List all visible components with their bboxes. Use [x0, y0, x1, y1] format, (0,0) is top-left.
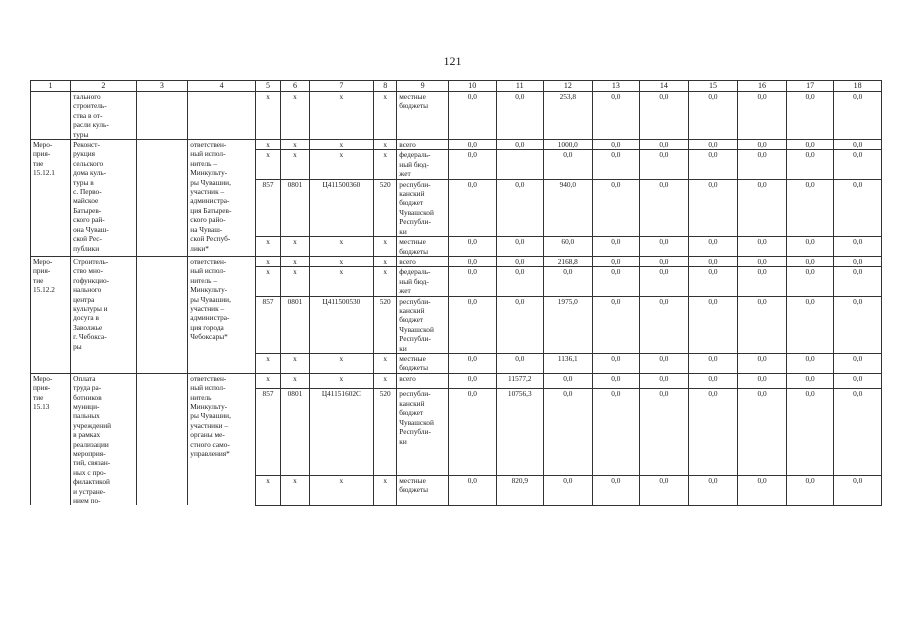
column-3-cell	[136, 373, 188, 505]
funding-value: 0,0	[640, 237, 689, 257]
funding-value	[496, 150, 544, 179]
funding-value: 0,0	[738, 179, 787, 236]
funding-value: 0,0	[544, 373, 593, 389]
funding-value: 0,0	[786, 296, 834, 353]
funding-value: 0,0	[738, 476, 787, 506]
funding-value: 0,0	[640, 296, 689, 353]
funding-value: 0,0	[640, 353, 689, 373]
funding-value: 0,0	[738, 267, 787, 296]
funding-value: 0,0	[592, 256, 640, 266]
target-article-code: Ц411500360	[309, 179, 373, 236]
section-code: x	[281, 237, 310, 257]
funding-value: 0,0	[738, 373, 787, 389]
funding-value: 0,0	[738, 389, 787, 476]
table-row	[31, 256, 882, 266]
measure-executors	[188, 92, 256, 140]
funding-value: 0,0	[786, 179, 834, 236]
header-cell: 3	[136, 81, 188, 92]
funding-value: 0,0	[834, 179, 882, 236]
grbs-code: 857	[255, 179, 280, 236]
target-article-code: x	[309, 140, 373, 150]
grbs-code: x	[255, 256, 280, 266]
funding-value: 0,0	[640, 389, 689, 476]
measure-name: Реконст- рукция сельского дома куль- туры в с. Перво- майское Батырев- ского рай- она Чуваш- ской Рес- публики	[71, 140, 136, 257]
section-code: x	[281, 150, 310, 179]
target-article-code: x	[309, 92, 373, 140]
funding-value: 0,0	[496, 267, 544, 296]
funding-value: 0,0	[640, 140, 689, 150]
funding-value: 0,0	[738, 140, 787, 150]
funding-value: 0,0	[688, 476, 738, 506]
funding-value: 0,0	[786, 140, 834, 150]
funding-value: 0,0	[688, 150, 738, 179]
funding-value: 0,0	[449, 237, 497, 257]
header-cell: 8	[374, 81, 397, 92]
header-cell: 16	[738, 81, 787, 92]
funding-value: 10756,3	[496, 389, 544, 476]
expense-type-code: 520	[374, 296, 397, 353]
measure-name: Оплата труда ра- ботников муници- пальных учреждений в рамках реализации мероприя- тий, связан- ных с про- филактикой и устране- нием по-	[71, 373, 136, 505]
funding-value: 0,0	[592, 140, 640, 150]
funding-value: 0,0	[834, 476, 882, 506]
funding-value: 0,0	[786, 256, 834, 266]
target-article-code: x	[309, 353, 373, 373]
funding-value: 0,0	[786, 267, 834, 296]
funding-value: 0,0	[592, 237, 640, 257]
funding-value: 0,0	[592, 296, 640, 353]
funding-value: 0,0	[496, 179, 544, 236]
funding-value: 0,0	[640, 267, 689, 296]
funding-value: 0,0	[592, 150, 640, 179]
funding-value: 0,0	[592, 373, 640, 389]
funding-source: всего	[397, 140, 449, 150]
budget-table	[30, 80, 882, 506]
funding-source: местные бюджеты	[397, 476, 449, 506]
funding-value: 0,0	[738, 150, 787, 179]
funding-value: 0,0	[640, 150, 689, 179]
funding-value: 0,0	[688, 237, 738, 257]
target-article-code: x	[309, 373, 373, 389]
funding-value: 0,0	[449, 476, 497, 506]
target-article-code: x	[309, 256, 373, 266]
measure-id	[31, 92, 71, 140]
funding-value: 0,0	[786, 353, 834, 373]
funding-value: 0,0	[449, 256, 497, 266]
grbs-code: x	[255, 92, 280, 140]
measure-name: Строитель- ство мно- гофункцио- нального центра культуры и досуга в Заволжье г. Чебокса- ры	[71, 256, 136, 373]
funding-value: 0,0	[738, 296, 787, 353]
expense-type-code: x	[374, 140, 397, 150]
header-cell: 10	[449, 81, 497, 92]
measure-name: тального строитель- ства в от- расли куль- туры	[71, 92, 136, 140]
funding-value: 1000,0	[544, 140, 593, 150]
section-code: x	[281, 256, 310, 266]
grbs-code: x	[255, 373, 280, 389]
funding-value: 0,0	[688, 179, 738, 236]
funding-value: 0,0	[544, 267, 593, 296]
funding-value: 0,0	[834, 267, 882, 296]
grbs-code: x	[255, 150, 280, 179]
target-article-code: x	[309, 476, 373, 506]
table-row	[31, 373, 882, 389]
section-code: 0801	[281, 296, 310, 353]
grbs-code: x	[255, 476, 280, 506]
funding-value: 0,0	[688, 373, 738, 389]
measure-executors: ответствен- ный испол- нитель – Минкульту- ры Чувашии, участник – администра- ция Батырев- ского райо- на Чуваш- ской Респуб- лики*	[188, 140, 256, 257]
section-code: x	[281, 140, 310, 150]
funding-value: 0,0	[496, 92, 544, 140]
funding-source: всего	[397, 256, 449, 266]
measure-id: Меро- прия- тие 15.12.2	[31, 256, 71, 373]
funding-value: 0,0	[640, 256, 689, 266]
table-body	[31, 92, 882, 506]
funding-value: 0,0	[834, 237, 882, 257]
column-3-cell	[136, 92, 188, 140]
funding-value: 0,0	[786, 476, 834, 506]
column-3-cell	[136, 140, 188, 257]
section-code: 0801	[281, 179, 310, 236]
funding-value: 1975,0	[544, 296, 593, 353]
funding-value: 0,0	[738, 353, 787, 373]
funding-source: местные бюджеты	[397, 92, 449, 140]
funding-source: республи- канский бюджет Чувашской Республи- ки	[397, 179, 449, 236]
funding-value: 0,0	[592, 267, 640, 296]
funding-value: 0,0	[544, 389, 593, 476]
funding-value: 0,0	[592, 476, 640, 506]
header-cell: 12	[544, 81, 593, 92]
funding-source: федераль- ный бюд- жет	[397, 150, 449, 179]
table-header-row	[31, 81, 882, 92]
funding-value: 0,0	[496, 140, 544, 150]
funding-value: 0,0	[544, 150, 593, 179]
section-code: x	[281, 476, 310, 506]
expense-type-code: x	[374, 237, 397, 257]
expense-type-code: x	[374, 353, 397, 373]
expense-type-code: x	[374, 267, 397, 296]
column-3-cell	[136, 256, 188, 373]
header-cell: 13	[592, 81, 640, 92]
expense-type-code: 520	[374, 389, 397, 476]
funding-value: 0,0	[738, 256, 787, 266]
funding-value: 0,0	[640, 373, 689, 389]
section-code: x	[281, 373, 310, 389]
funding-value: 0,0	[688, 267, 738, 296]
funding-value: 0,0	[834, 140, 882, 150]
funding-value: 0,0	[688, 256, 738, 266]
funding-value: 0,0	[640, 92, 689, 140]
funding-value: 0,0	[688, 389, 738, 476]
funding-source: всего	[397, 373, 449, 389]
funding-value: 0,0	[640, 476, 689, 506]
funding-value: 0,0	[592, 179, 640, 236]
funding-value: 0,0	[496, 296, 544, 353]
funding-value: 0,0	[688, 353, 738, 373]
target-article-code: Ц41151602С	[309, 389, 373, 476]
target-article-code: x	[309, 237, 373, 257]
header-cell: 15	[688, 81, 738, 92]
header-cell: 11	[496, 81, 544, 92]
expense-type-code: 520	[374, 179, 397, 236]
funding-value: 0,0	[449, 389, 497, 476]
funding-value: 0,0	[544, 476, 593, 506]
grbs-code: x	[255, 353, 280, 373]
header-cell: 2	[71, 81, 136, 92]
funding-value: 0,0	[786, 373, 834, 389]
expense-type-code: x	[374, 373, 397, 389]
header-cell: 4	[188, 81, 256, 92]
funding-value: 0,0	[834, 150, 882, 179]
funding-value: 0,0	[640, 179, 689, 236]
funding-value: 253,8	[544, 92, 593, 140]
funding-value: 940,0	[544, 179, 593, 236]
measure-executors: ответствен- ный испол- нитель – Минкульту- ры Чувашии, участник – администра- ция города Чебоксары*	[188, 256, 256, 373]
funding-value: 0,0	[834, 256, 882, 266]
grbs-code: x	[255, 140, 280, 150]
header-cell: 7	[309, 81, 373, 92]
funding-value: 0,0	[688, 296, 738, 353]
funding-value: 0,0	[449, 353, 497, 373]
funding-value: 0,0	[688, 140, 738, 150]
section-code: x	[281, 92, 310, 140]
funding-value: 0,0	[496, 353, 544, 373]
expense-type-code: x	[374, 476, 397, 506]
funding-value: 0,0	[592, 92, 640, 140]
funding-value: 0,0	[834, 389, 882, 476]
funding-value: 60,0	[544, 237, 593, 257]
header-cell: 17	[786, 81, 834, 92]
header-cell: 18	[834, 81, 882, 92]
funding-value: 0,0	[449, 179, 497, 236]
header-cell: 6	[281, 81, 310, 92]
funding-value: 0,0	[496, 237, 544, 257]
funding-value: 0,0	[449, 267, 497, 296]
grbs-code: x	[255, 237, 280, 257]
header-cell: 9	[397, 81, 449, 92]
funding-source: местные бюджеты	[397, 353, 449, 373]
funding-value: 0,0	[738, 237, 787, 257]
target-article-code: x	[309, 150, 373, 179]
funding-value: 0,0	[449, 373, 497, 389]
grbs-code: 857	[255, 296, 280, 353]
header-cell: 1	[31, 81, 71, 92]
funding-value: 0,0	[449, 92, 497, 140]
grbs-code: 857	[255, 389, 280, 476]
funding-source: республи- канский бюджет Чувашской Республи- ки	[397, 389, 449, 476]
funding-value: 0,0	[786, 92, 834, 140]
target-article-code: x	[309, 267, 373, 296]
funding-value: 0,0	[592, 353, 640, 373]
funding-value: 0,0	[786, 389, 834, 476]
grbs-code: x	[255, 267, 280, 296]
funding-value: 2168,8	[544, 256, 593, 266]
funding-value: 0,0	[786, 150, 834, 179]
funding-value: 11577,2	[496, 373, 544, 389]
funding-value: 0,0	[449, 140, 497, 150]
funding-value: 0,0	[688, 92, 738, 140]
funding-value: 0,0	[834, 296, 882, 353]
expense-type-code: x	[374, 92, 397, 140]
header-cell: 14	[640, 81, 689, 92]
measure-executors: ответствен- ный испол- нитель Минкульту- ры Чувашии, участники – органы ме- стного само- управления*	[188, 373, 256, 505]
funding-value: 0,0	[738, 92, 787, 140]
funding-value: 0,0	[834, 92, 882, 140]
funding-value: 1136,1	[544, 353, 593, 373]
table-row	[31, 92, 882, 140]
funding-source: республи- канский бюджет Чувашской Республи- ки	[397, 296, 449, 353]
table-row	[31, 140, 882, 150]
target-article-code: Ц411500530	[309, 296, 373, 353]
header-cell: 5	[255, 81, 280, 92]
funding-value: 0,0	[786, 237, 834, 257]
page-number: 121	[443, 54, 462, 68]
expense-type-code: x	[374, 150, 397, 179]
funding-value: 820,9	[496, 476, 544, 506]
funding-value: 0,0	[834, 353, 882, 373]
funding-source: федераль- ный бюд- жет	[397, 267, 449, 296]
funding-value: 0,0	[834, 373, 882, 389]
funding-source: местные бюджеты	[397, 237, 449, 257]
section-code: x	[281, 267, 310, 296]
funding-value: 0,0	[592, 389, 640, 476]
section-code: x	[281, 353, 310, 373]
measure-id: Меро- прия- тие 15.12.1	[31, 140, 71, 257]
expense-type-code: x	[374, 256, 397, 266]
funding-value: 0,0	[449, 296, 497, 353]
measure-id: Меро- прия- тие 15.13	[31, 373, 71, 505]
funding-value: 0,0	[496, 256, 544, 266]
funding-value: 0,0	[449, 150, 497, 179]
section-code: 0801	[281, 389, 310, 476]
